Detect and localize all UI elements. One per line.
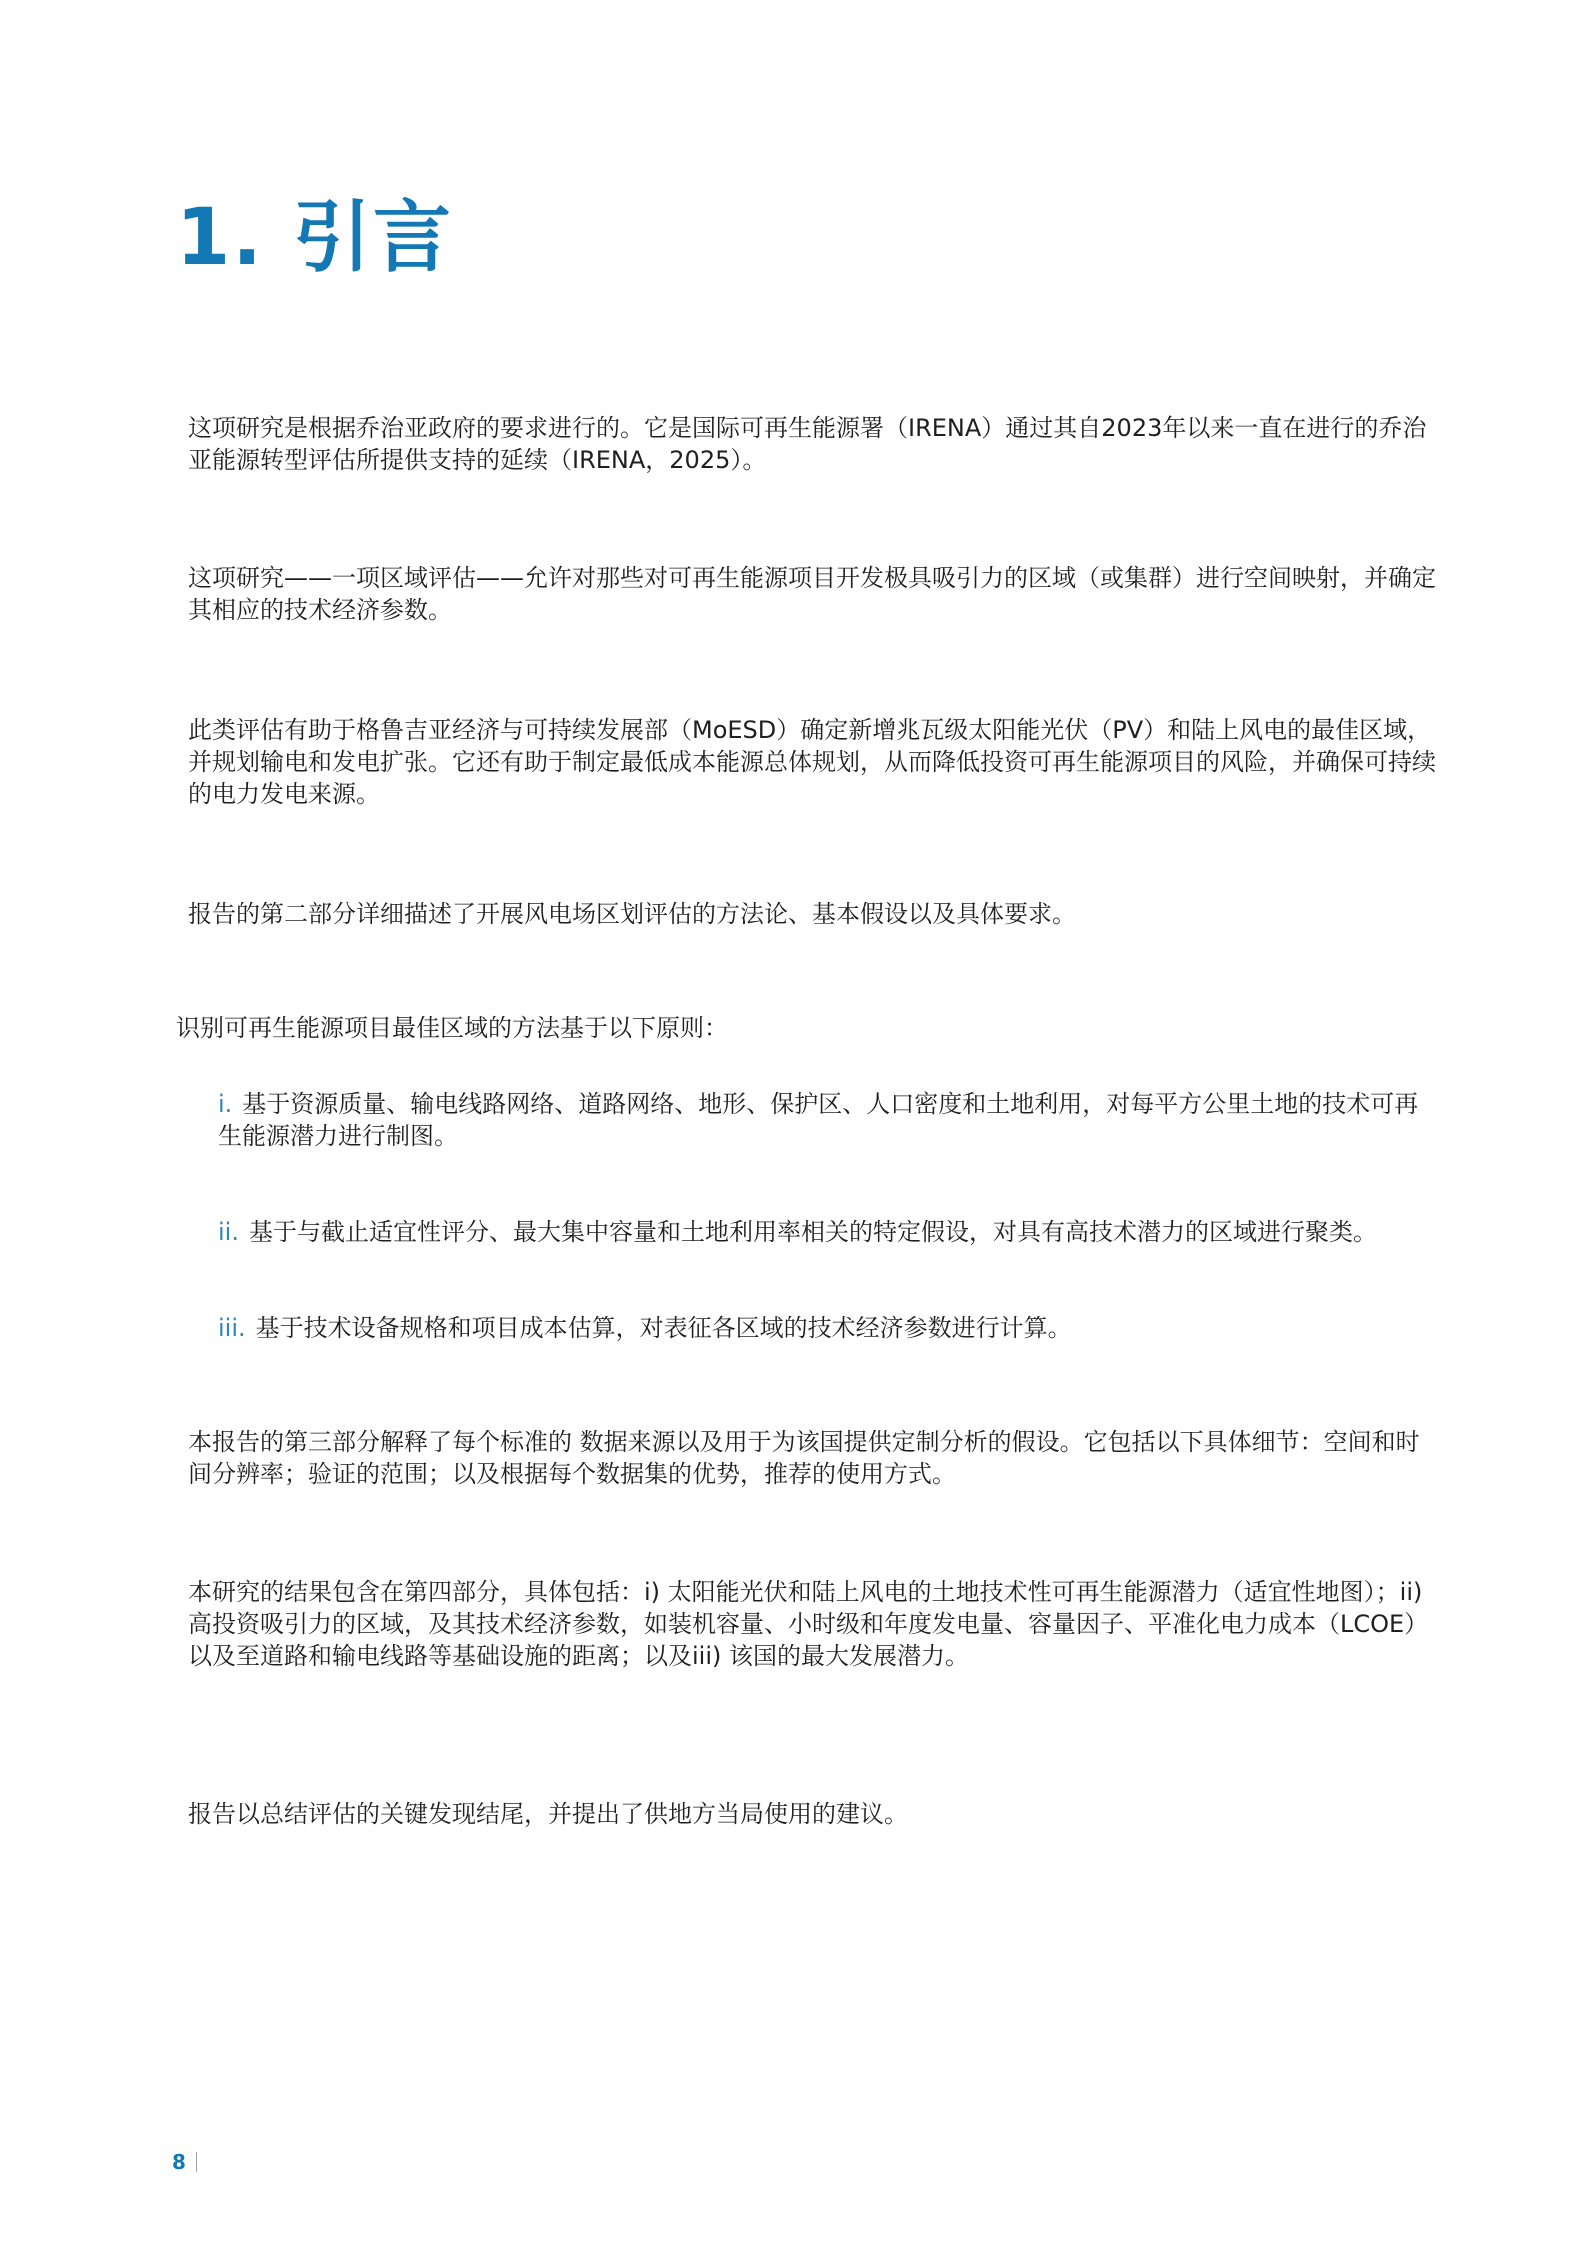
principle-item [218,1216,1438,1248]
section-title: 1. 引言 [176,193,454,283]
principle-text: 基于技术设备规格和项目成本估算，对表征各区域的技术经济参数进行计算。 [255,1314,1072,1342]
principle-text: 基于资源质量、输电线路网络、道路网络、地形、保护区、人口密度和土地利用，对每平方公里土地的技术可再生能源潜力进行制图。 [218,1090,1419,1150]
principles-intro: 识别可再生能源项目最佳区域的方法基于以下原则： [176,1014,728,1042]
paragraph-conclusion: 报告以总结评估的关键发现结尾，并提出了供地方当局使用的建议。 [188,1800,908,1828]
principle-text: 基于与截止适宜性评分、最大集中容量和土地利用率相关的特定假设，对具有高技术潜力的区域进行聚类。 [248,1218,1377,1246]
principle-item [218,1088,1438,1152]
paragraph-section-two: 报告的第二部分详细描述了开展风电场区划评估的方法论、基本假设以及具体要求。 [188,900,1076,928]
paragraph-section-three: 本报告的第三部分解释了每个标准的 数据来源以及用于为该国提供定制分析的假设。它包括以下具体细节：空间和时间分辨率；验证的范围；以及根据每个数据集的优势，推荐的使用方式。 [188,1428,1420,1488]
principle-numeral: i. [218,1090,233,1118]
paragraph-zoning-study: 这项研究——一项区域评估——允许对那些对可再生能源项目开发极具吸引力的区域（或集群）进行空间映射，并确定其相应的技术经济参数。 [188,564,1436,624]
paragraph-section-four: 本研究的结果包含在第四部分，具体包括：i) 太阳能光伏和陆上风电的土地技术性可再生能源潜力（适宜性地图）；ii) 高投资吸引力的区域，及其技术经济参数，如装机容量、小时级和年度发电量、容量因子、平准化电力成本（LCOE）以及至道路和输电线路等基础设施的距离；以及iii) 该国的最大发展潜力。 [188,1578,1429,1670]
principle-numeral: ii. [218,1218,239,1246]
page-number: 8 [172,2150,186,2174]
footer-divider [196,2152,197,2172]
principle-numeral: iii. [218,1314,246,1342]
paragraph-assessment-benefits: 此类评估有助于格鲁吉亚经济与可持续发展部（MoESD）确定新增兆瓦级太阳能光伏（PV）和陆上风电的最佳区域，并规划输电和发电扩张。它还有助于制定最低成本能源总体规划，从而降低投资可再生能源项目的风险，并确保可持续的电力发电来源。 [188,716,1436,808]
paragraph-intro: 这项研究是根据乔治亚政府的要求进行的。它是国际可再生能源署（IRENA）通过其自2023年以来一直在进行的乔治亚能源转型评估所提供支持的延续（IRENA，2025）。 [188,414,1427,474]
page-footer [172,2150,197,2174]
principle-item [218,1312,1438,1344]
